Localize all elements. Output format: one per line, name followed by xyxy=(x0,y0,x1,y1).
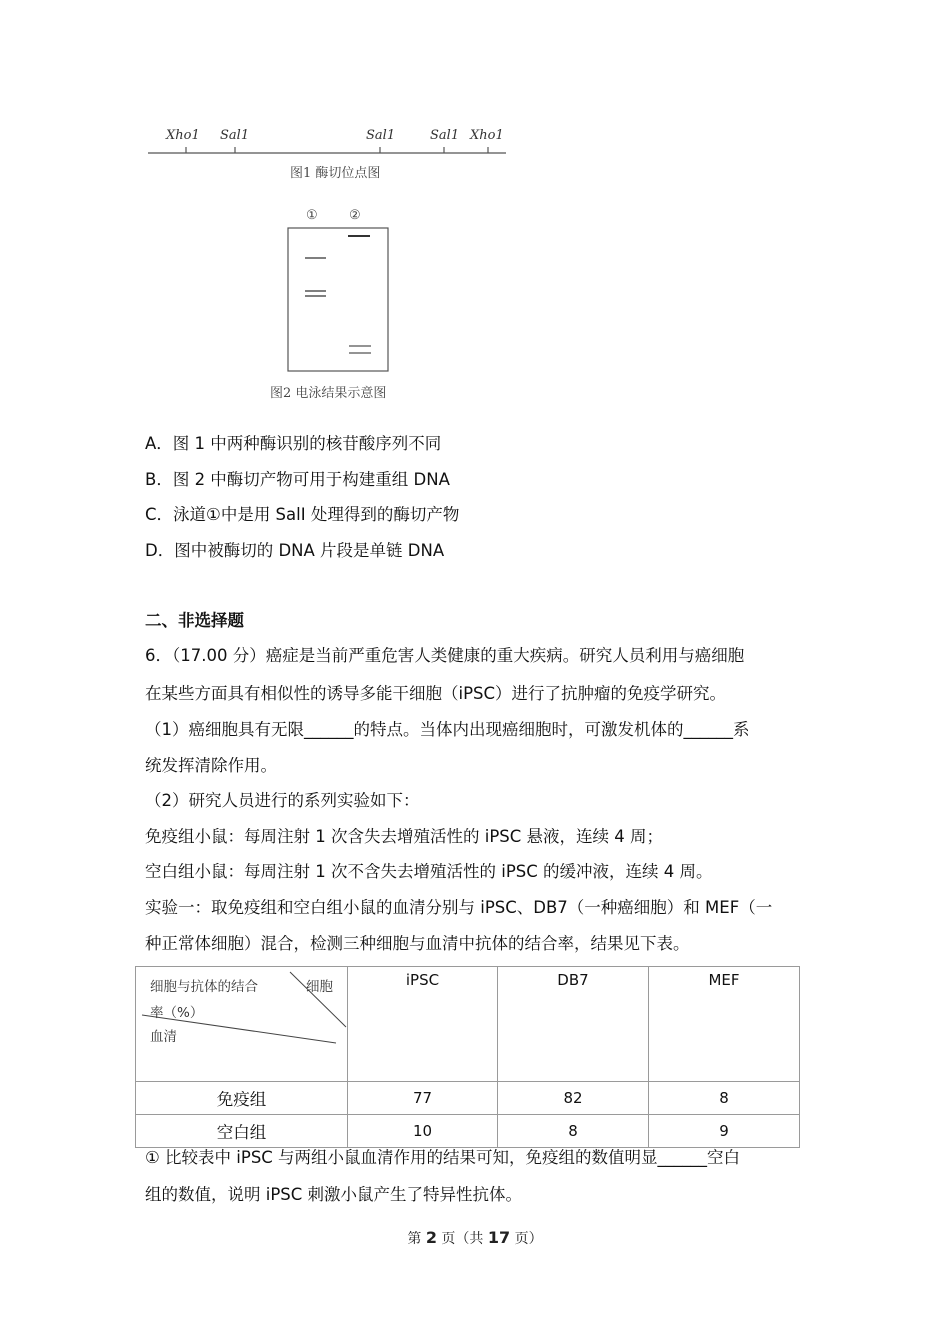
footer-page-number: 2 xyxy=(425,1228,437,1247)
question-line: 免疫组小鼠：每周注射 1 次含失去增殖活性的 iPSC 悬液，连续 4 周； xyxy=(145,827,663,846)
fig1-caption: 图1 酶切位点图 xyxy=(290,166,381,181)
table-column-header: iPSC xyxy=(348,967,498,1082)
footer-suffix: 页） xyxy=(510,1231,543,1247)
corner-label-right: 细胞 xyxy=(306,979,333,995)
table-cell: 82 xyxy=(498,1082,649,1115)
table-cell: 8 xyxy=(649,1082,800,1115)
corner-label-bottom: 血清 xyxy=(150,1029,177,1045)
lane2-label: ② xyxy=(349,208,361,223)
map-site-label: Sal1 xyxy=(366,128,396,143)
figure-svg xyxy=(140,118,520,408)
map-site-label: Sal1 xyxy=(220,128,250,143)
option-a: A．图 1 中两种酶识别的核苷酸序列不同 xyxy=(145,434,442,453)
table-row-label: 空白组 xyxy=(136,1115,348,1148)
table-column-header: MEF xyxy=(649,967,800,1082)
table-cell: 10 xyxy=(348,1115,498,1148)
question-line: 统发挥清除作用。 xyxy=(145,756,277,775)
footer-mid: 页（共 xyxy=(436,1231,488,1247)
question-line: ① 比较表中 iPSC 与两组小鼠血清作用的结果可知，免疫组的数值明显______空白 xyxy=(145,1148,741,1167)
gel-box xyxy=(288,228,388,371)
section-title: 二、非选择题 xyxy=(145,611,244,630)
results-table xyxy=(135,966,800,1148)
table-cell: 8 xyxy=(498,1115,649,1148)
table-row-label: 免疫组 xyxy=(136,1082,348,1115)
footer-prefix: 第 xyxy=(407,1231,426,1247)
corner-label-top: 细胞与抗体的结合 xyxy=(150,979,258,995)
lane1-label: ① xyxy=(306,208,318,223)
option-d: D．图中被酶切的 DNA 片段是单链 DNA xyxy=(145,541,445,560)
question-line: 在某些方面具有相似性的诱导多能干细胞（iPSC）进行了抗肿瘤的免疫学研究。 xyxy=(145,684,727,703)
corner-diagonal xyxy=(136,967,347,1077)
table-row xyxy=(136,1115,800,1148)
footer-total-pages: 17 xyxy=(487,1228,511,1247)
question-line: 组的数值，说明 iPSC 刺激小鼠产生了特异性抗体。 xyxy=(145,1185,523,1204)
table-column-header: DB7 xyxy=(498,967,649,1082)
table-cell: 77 xyxy=(348,1082,498,1115)
fig2-caption: 图2 电泳结果示意图 xyxy=(270,386,387,401)
question-line: 实验一：取免疫组和空白组小鼠的血清分别与 iPSC、DB7（一种癌细胞）和 MEF（一 xyxy=(145,898,773,917)
table-header-row xyxy=(136,967,800,1082)
option-b: B．图 2 中酶切产物可用于构建重组 DNA xyxy=(145,470,450,489)
map-site-label: Sal1 xyxy=(430,128,460,143)
question-line: 种正常体细胞）混合，检测三种细胞与血清中抗体的结合率，结果见下表。 xyxy=(145,934,690,953)
figure-restriction-map-and-gel xyxy=(140,118,520,408)
question-line: 空白组小鼠：每周注射 1 次不含失去增殖活性的 iPSC 的缓冲液，连续 4 周。 xyxy=(145,862,713,881)
table-corner-cell xyxy=(136,967,348,1082)
map-site-label: Xho1 xyxy=(166,128,200,143)
option-c: C．泳道①中是用 SalI 处理得到的酶切产物 xyxy=(145,505,460,524)
corner-label-mid: 率（%） xyxy=(150,1005,204,1021)
table-cell: 9 xyxy=(649,1115,800,1148)
map-site-label: Xho1 xyxy=(470,128,504,143)
page-footer xyxy=(0,1228,950,1248)
question-line: 6．（17.00 分）癌症是当前严重危害人类健康的重大疾病。研究人员利用与癌细胞 xyxy=(145,646,745,665)
question-line: （1）癌细胞具有无限______的特点。当体内出现癌细胞时，可激发机体的______系 xyxy=(145,720,750,739)
question-line: （2）研究人员进行的系列实验如下： xyxy=(145,791,420,810)
table-row xyxy=(136,1082,800,1115)
